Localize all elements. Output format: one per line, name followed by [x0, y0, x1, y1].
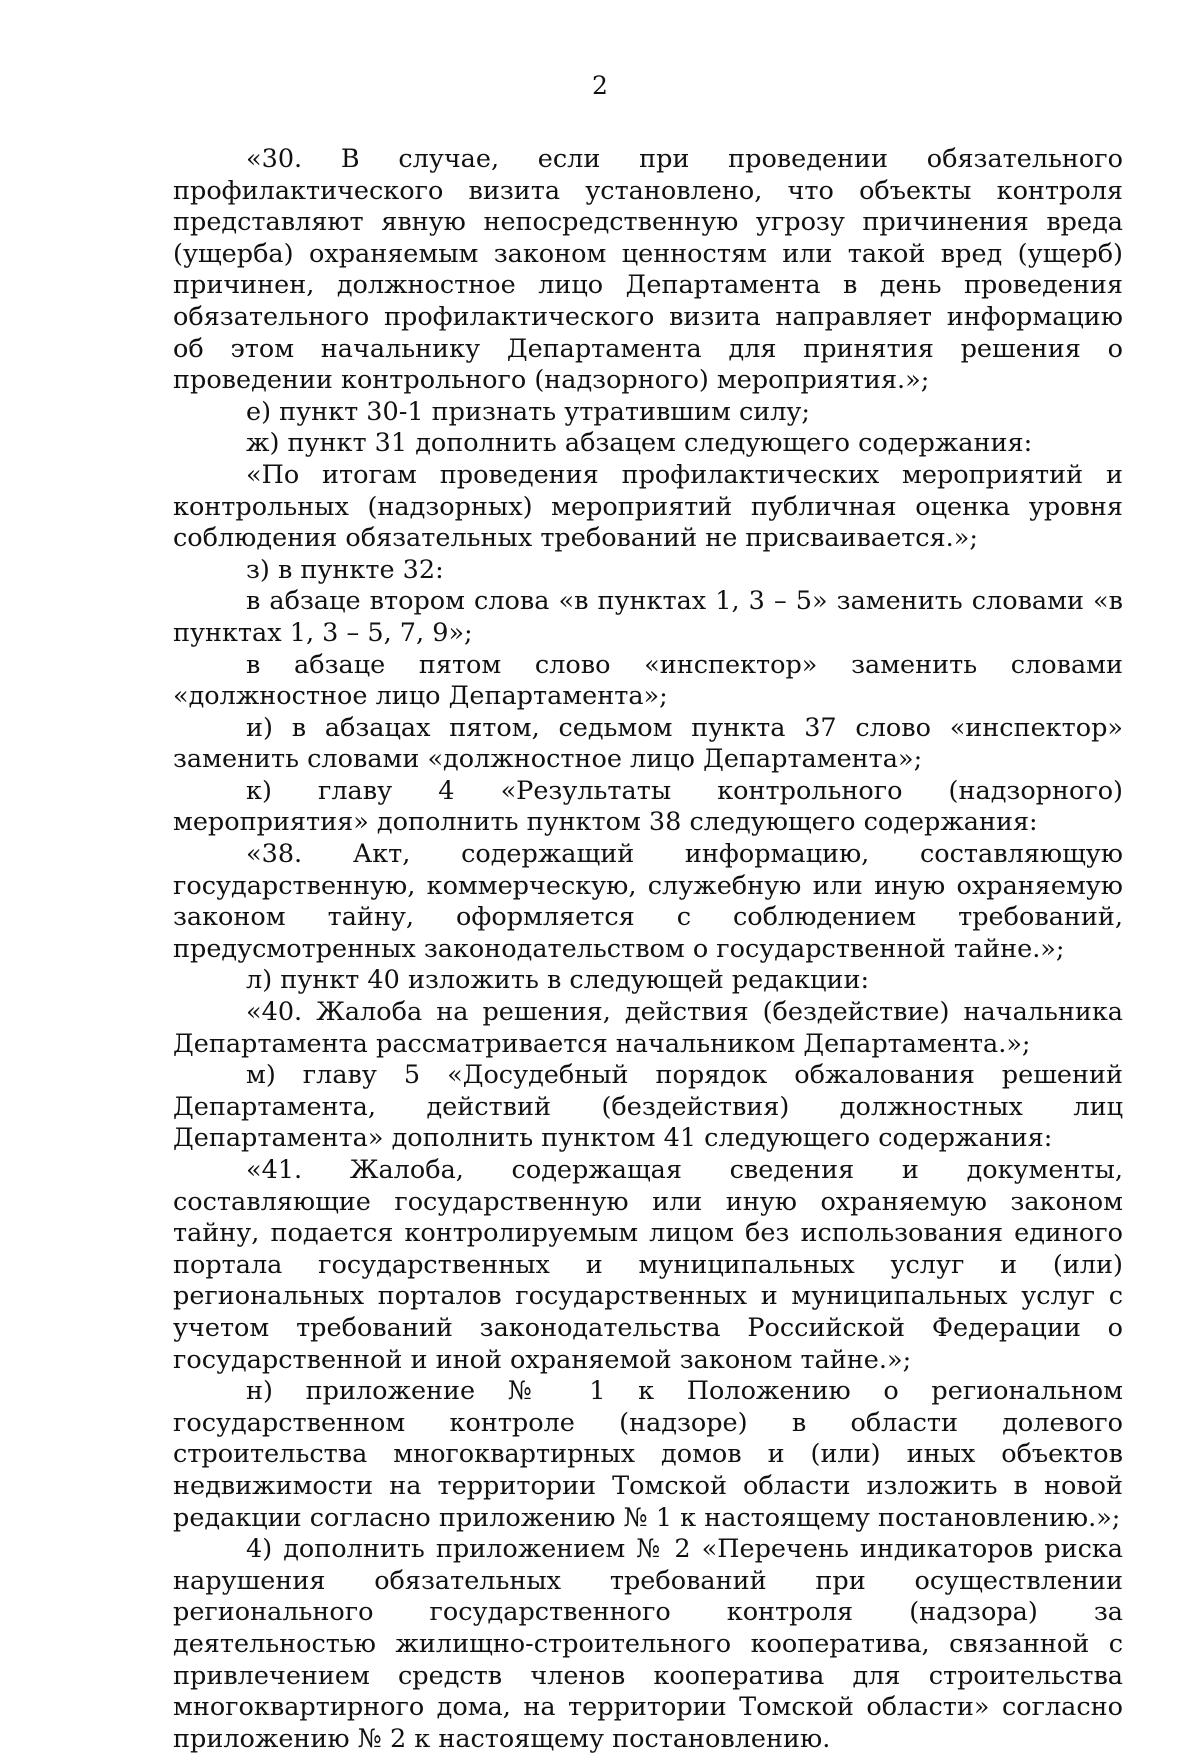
- paragraph-subitem-e: е) пункт 30-1 признать утратившим силу;: [246, 396, 811, 427]
- paragraph-subitem-l: л) пункт 40 изложить в следующей редакции:: [246, 965, 870, 996]
- document-body: [173, 144, 1123, 1755]
- paragraph-subitem-zh: ж) пункт 31 дополнить абзацем следующего содержания:: [246, 428, 1033, 459]
- page-number: 2: [592, 71, 608, 100]
- paragraph-item-4: 4) дополнить приложением № 2 «Перечень индикаторов риска нарушения обязательных требований при осуществлении регионального государственного контроля (надзора) за деятельностью жилищно-строительного кооператива, связанной с привлечением средств членов кооператива для строительства многоквартирного дома, на территории Томской области» согласно приложению № 2 к настоящему постановлению.: [173, 1534, 1123, 1754]
- paragraph-subitem-m: м) главу 5 «Досудебный порядок обжалования решений Департамента, действий (бездействия) должностных лиц Департамента» дополнить пунктом 41 следующего содержания:: [173, 1060, 1123, 1154]
- paragraph-item-32-second: в абзаце втором слова «в пунктах 1, 3 – 5» заменить словами «в пунктах 1, 3 – 5, 7, 9»;: [173, 586, 1123, 648]
- paragraph-subitem-z: з) в пункте 32:: [246, 554, 444, 585]
- paragraph-subitem-n: н) приложение № 1 к Положению о региональном государственном контроле (надзоре) в области долевого строительства многоквартирных домов и (или) иных объектов недвижимости на территории Томской области изложить в новой редакции согласно приложению № 1 к настоящему постановлению.»;: [173, 1376, 1123, 1533]
- paragraph-item-32-fifth: в абзаце пятом слово «инспектор» заменить словами «должностное лицо Департамента»;: [173, 649, 1123, 712]
- paragraph-item-40: «40. Жалоба на решения, действия (бездействие) начальника Департамента рассматривается начальником Департамента.»;: [173, 997, 1123, 1059]
- paragraph-item-41: «41. Жалоба, содержащая сведения и документы, составляющие государственную или иную охраняемую законом тайну, подается контролируемым лицом без использования единого портала государственных и муниципальных услуг и (или) региональных порталов государственных и муниципальных услуг с учетом требований законодательства Российской Федерации о государственной и иной охраняемой законом тайне.»;: [173, 1155, 1123, 1375]
- paragraph-quote-item-31: «По итогам проведения профилактических мероприятий и контрольных (надзорных) мероприятий публичная оценка уровня соблюдения обязательных требований не присваивается.»;: [173, 459, 1123, 554]
- paragraph-subitem-i: и) в абзацах пятом, седьмом пункта 37 слово «инспектор» заменить словами «должностное лицо Департамента»;: [173, 712, 1123, 775]
- paragraph-subitem-k: к) главу 4 «Результаты контрольного (надзорного) мероприятия» дополнить пунктом 38 следующего содержания:: [173, 775, 1123, 838]
- paragraph-item-30: «30. В случае, если при проведении обязательного профилактического визита установлено, что объекты контроля представляют явную непосредственную угрозу причинения вреда (ущерба) охраняемым законом ценностям или такой вред (ущерб) причинен, должностное лицо Департамента в день проведения обязательного профилактического визита направляет информацию об этом начальнику Департамента для принятия решения о проведении контрольного (надзорного) мероприятия.»;: [173, 144, 1123, 396]
- paragraph-item-38: «38. Акт, содержащий информацию, составляющую государственную, коммерческую, служебную или иную охраняемую законом тайну, оформляется с соблюдением требований, предусмотренных законодательством о государственной тайне.»;: [173, 839, 1123, 964]
